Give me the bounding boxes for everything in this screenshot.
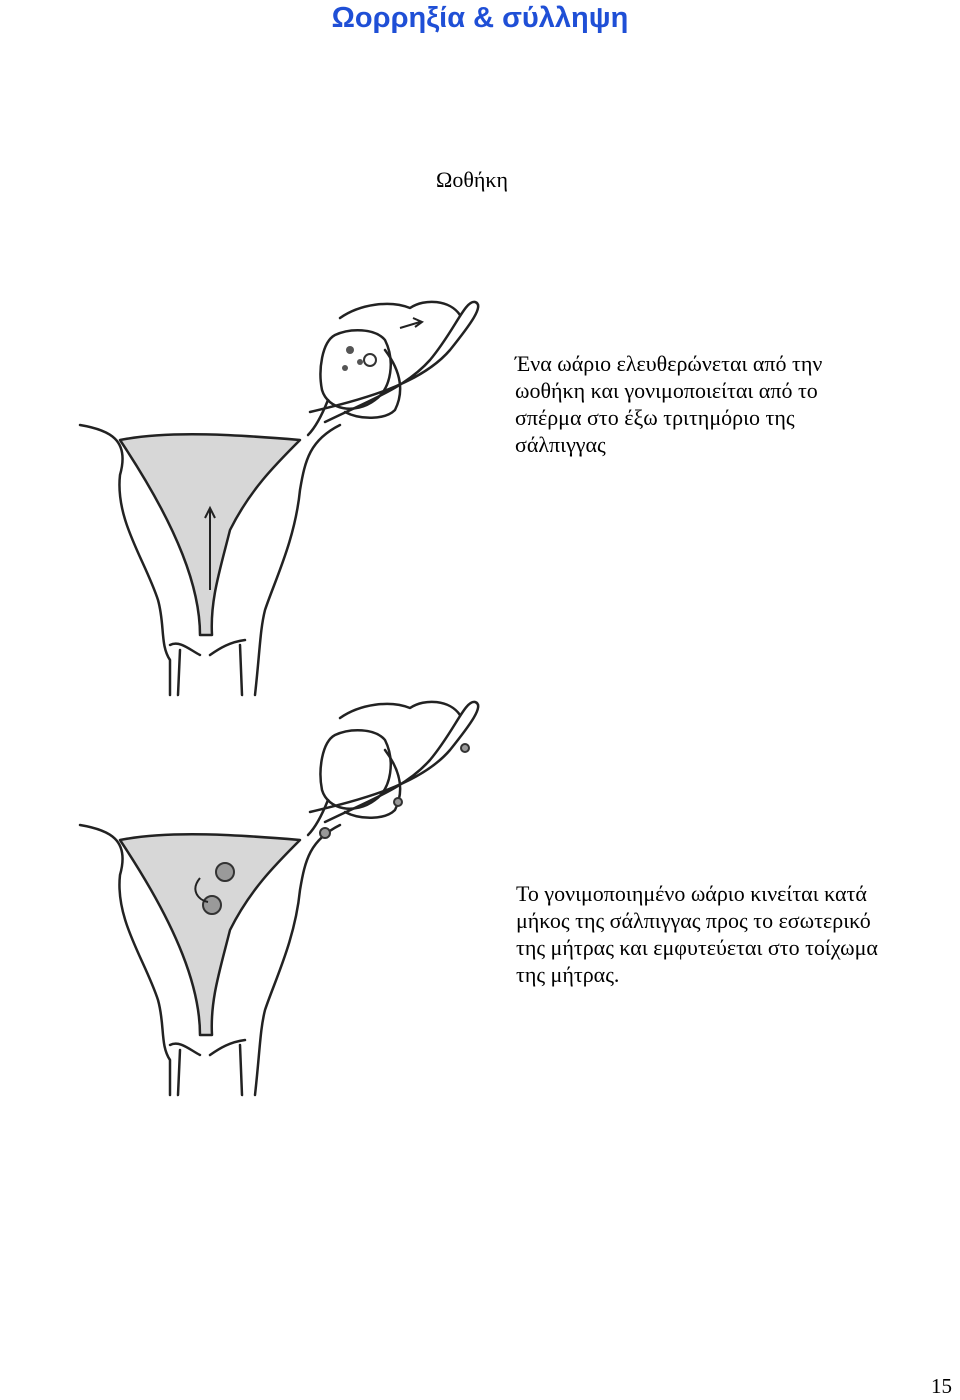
uterus-fallopian-tube-diagram-top <box>60 290 510 700</box>
caption-line: μήκος της σάλπιγγας προς το εσωτερικό <box>516 908 871 933</box>
ovary-label: Ωοθήκη <box>436 167 508 192</box>
caption-line: Ένα ωάριο ελευθερώνεται από την <box>515 351 823 376</box>
caption-line: Το γονιμοποιημένο ωάριο κινείται κατά <box>516 881 867 906</box>
caption-ovulation <box>515 350 822 458</box>
caption-implantation <box>516 880 878 988</box>
uterus-fallopian-tube-diagram-bottom <box>60 690 510 1100</box>
caption-line: σάλπιγγας <box>515 432 606 457</box>
page-title: Ωορρηξία & σύλληψη <box>331 2 629 34</box>
caption-line: της μήτρας. <box>516 962 620 987</box>
page-number: 15 <box>931 1374 952 1398</box>
caption-line: ωοθήκη και γονιμοποιείται από το <box>515 378 818 403</box>
caption-line: σπέρμα στο έξω τριτημόριο της <box>515 405 795 430</box>
caption-line: της μήτρας και εμφυτεύεται στο τοίχωμα <box>516 935 878 960</box>
